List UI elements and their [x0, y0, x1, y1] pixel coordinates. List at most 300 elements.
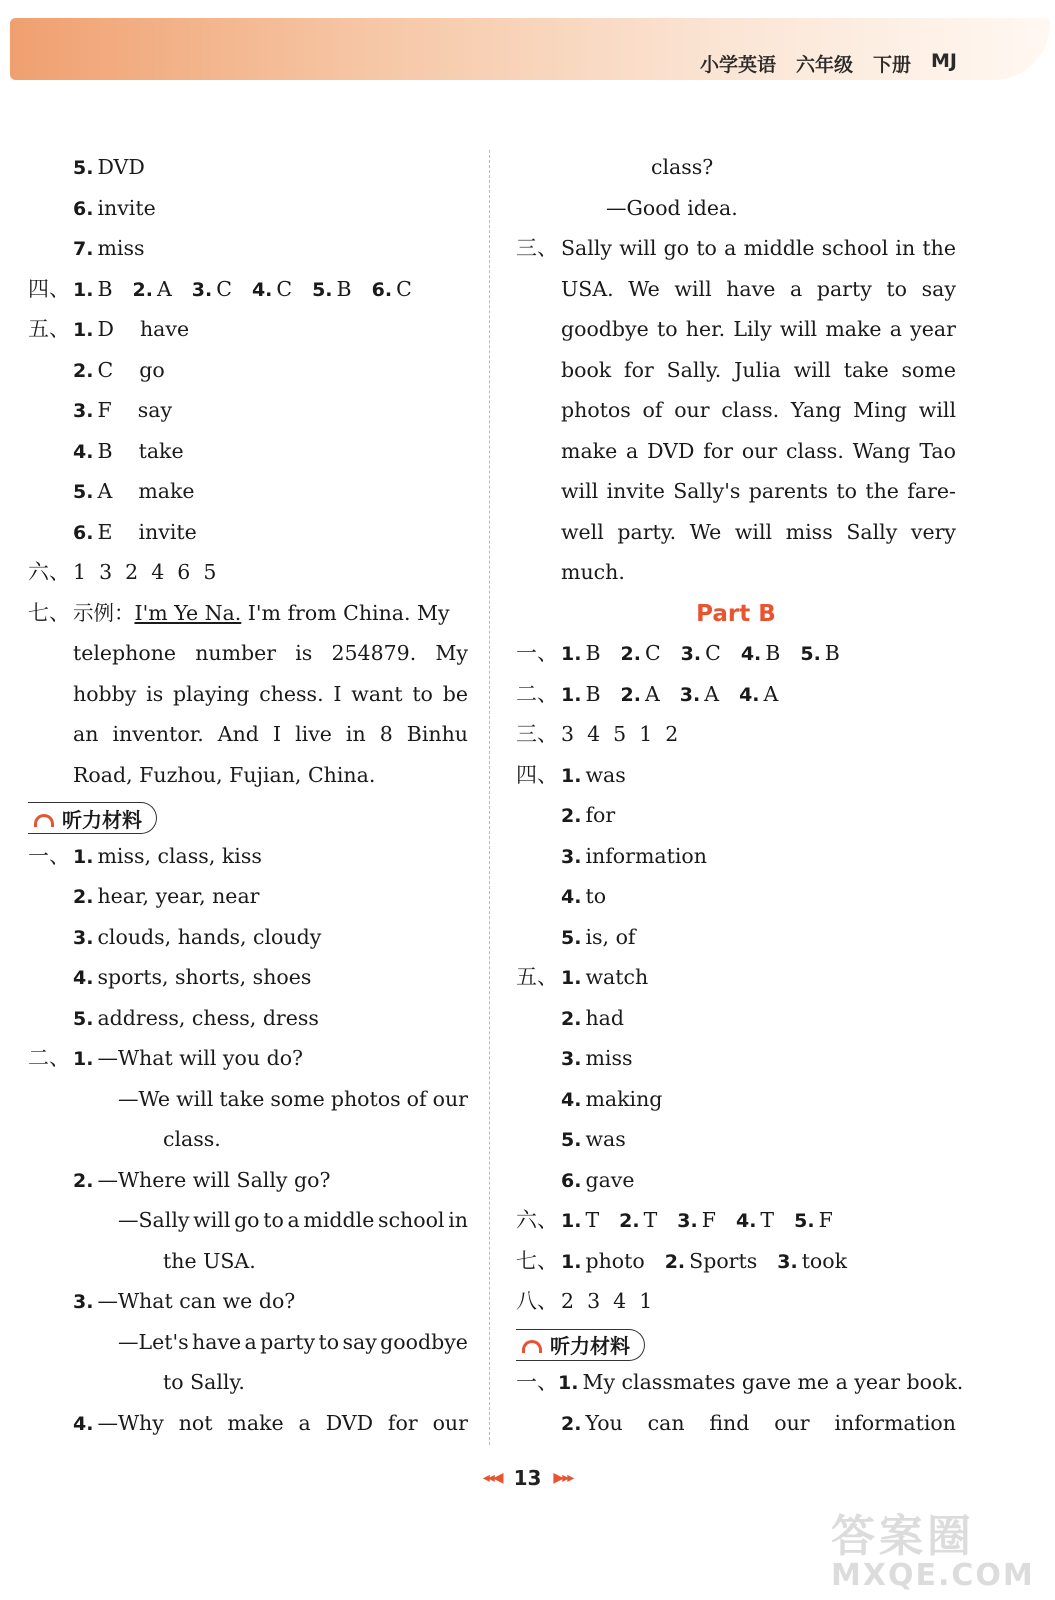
item-number: 2.	[73, 1169, 94, 1192]
word: a	[724, 236, 737, 260]
question-section-label: 二、	[28, 1046, 70, 1070]
word: is	[295, 641, 313, 665]
word: of	[406, 1086, 427, 1111]
question-section-label: 七、	[28, 600, 70, 625]
question-section-label: 三、	[516, 722, 558, 746]
headphone-icon	[34, 814, 54, 827]
word: can	[647, 1410, 685, 1435]
item-number: 2.	[132, 278, 153, 301]
word: hobby	[73, 681, 137, 706]
question-section-label: 一、	[516, 1370, 558, 1394]
justified-text	[561, 272, 956, 306]
item-number: 1.	[561, 643, 582, 665]
word: —Let's	[118, 1329, 189, 1354]
answer-line	[516, 474, 956, 515]
item-number: 3.	[561, 845, 582, 868]
word: will	[674, 276, 712, 301]
example-label: 示例：	[73, 600, 135, 625]
answer-line	[516, 1203, 956, 1244]
item-number: 1.	[73, 278, 94, 301]
item-answer: photo	[585, 1248, 645, 1273]
answer-line	[28, 191, 468, 232]
item-answer: C	[276, 276, 293, 301]
word: make	[825, 317, 882, 341]
item-answer: B	[824, 641, 840, 665]
word: have	[192, 1329, 242, 1354]
word: miss	[785, 519, 833, 544]
justified-text	[561, 231, 956, 265]
watermark-bottom: MXQE.COM	[831, 1558, 1035, 1593]
listening-tag	[28, 802, 157, 834]
word: make	[561, 438, 618, 463]
word: will	[918, 398, 956, 422]
word: 254879.	[331, 641, 417, 665]
word: make	[227, 1410, 284, 1435]
answer-line	[28, 231, 468, 272]
word: —Why	[97, 1410, 164, 1435]
item-number: 6.	[371, 278, 393, 301]
answer-text: for	[585, 803, 616, 827]
header-subject: 小学英语	[699, 54, 776, 76]
answer-text: My classmates gave me a year book.	[582, 1370, 964, 1394]
word: our	[432, 1086, 468, 1111]
item-number: 4.	[739, 683, 760, 706]
item-number: 1.	[561, 1210, 582, 1232]
item-number: 1.	[561, 764, 582, 787]
item-answer: B	[585, 681, 601, 706]
item-number: 5.	[312, 278, 333, 301]
item-number: 5.	[561, 1129, 582, 1151]
word: class.	[721, 398, 780, 422]
item-number: 5.	[561, 926, 582, 949]
answer-text: invite	[97, 195, 156, 220]
word: invite	[606, 479, 665, 503]
answer-text: I'm from China. My	[241, 600, 450, 625]
answer-line	[516, 150, 956, 191]
justified-text	[561, 353, 956, 387]
item-number: 3.	[777, 1250, 798, 1273]
word: not	[178, 1410, 213, 1435]
word: the	[922, 236, 956, 260]
answer-text: gave	[585, 1167, 635, 1192]
item-number: 3.	[679, 683, 701, 706]
word: goodbye	[561, 317, 649, 341]
word: parents	[748, 479, 828, 503]
page-footer	[0, 1466, 1055, 1490]
answer-line	[516, 960, 956, 1001]
item-number: 5.	[73, 481, 94, 503]
word: a	[789, 276, 803, 301]
word: be	[442, 681, 468, 706]
word: My	[435, 641, 468, 665]
question-section-label: 五、	[28, 317, 70, 341]
item-answer: A	[156, 276, 172, 301]
word: year	[910, 317, 956, 341]
answer-line	[28, 1082, 468, 1123]
word: in	[448, 1208, 468, 1232]
word: to	[263, 1208, 284, 1232]
answer-line	[28, 272, 468, 313]
word: our	[741, 438, 778, 463]
justified-text	[585, 1406, 956, 1440]
headphone-icon	[522, 1340, 542, 1353]
question-section-label: 六、	[28, 560, 70, 584]
answer-line	[28, 717, 468, 758]
word: class.	[786, 438, 844, 463]
word: take	[219, 1086, 265, 1111]
question-section-label: 四、	[28, 276, 70, 301]
item-number: 2.	[620, 683, 641, 706]
word: —Sally	[118, 1208, 190, 1232]
column-divider	[489, 150, 490, 1445]
item-number: 1.	[558, 1372, 579, 1394]
question-section-label: 二、	[516, 681, 558, 706]
word: for	[703, 438, 733, 463]
item-number: 3.	[73, 1291, 94, 1313]
item-number: 4.	[73, 440, 94, 463]
word: our	[432, 1410, 468, 1435]
answer-line	[516, 434, 956, 475]
word: a	[626, 438, 639, 463]
word: will	[561, 479, 599, 503]
answer-text: 3 4 5 1 2	[561, 722, 679, 746]
item-number: 3.	[561, 1048, 582, 1070]
word: —We	[118, 1086, 171, 1111]
right-column	[516, 150, 964, 1446]
item-answer: Sports	[689, 1248, 758, 1273]
item-number: 4.	[73, 1412, 94, 1435]
question-section-label: 五、	[516, 965, 558, 989]
word: Sally	[846, 519, 898, 544]
answer-text: miss, class, kiss	[97, 843, 262, 868]
answer-line	[516, 555, 956, 596]
word: some	[270, 1086, 325, 1111]
item-number: 4.	[561, 886, 582, 908]
answer-text: clouds, hands, cloudy	[97, 924, 322, 949]
answer-line	[28, 555, 468, 596]
answer-line	[516, 758, 956, 799]
answer-text: B take	[97, 438, 184, 463]
item-answer: T	[585, 1208, 600, 1232]
word: 8	[379, 722, 393, 746]
word: number	[195, 641, 277, 665]
word: want	[351, 681, 403, 706]
justified-text	[561, 393, 956, 427]
word: to	[836, 479, 857, 503]
justified-text	[118, 1203, 468, 1237]
answer-text: was	[585, 762, 626, 787]
answer-text: miss	[97, 236, 145, 260]
word: take	[843, 357, 889, 382]
answer-text: watch	[585, 965, 649, 989]
answer-line	[28, 1001, 468, 1042]
word: book	[561, 357, 612, 382]
word: Lily	[733, 317, 772, 341]
question-section-label: 一、	[28, 843, 70, 868]
answer-line	[516, 231, 956, 272]
word: school	[378, 1208, 445, 1232]
item-number: 1.	[73, 319, 94, 341]
word: go	[663, 236, 690, 260]
listening-label: 听力材料	[550, 1334, 630, 1359]
item-answer: B	[336, 276, 352, 301]
word: school	[821, 236, 889, 260]
answer-line	[28, 1203, 468, 1244]
answer-text: is, of	[585, 924, 636, 949]
question-section-label: 六、	[516, 1208, 558, 1232]
question-section-label: 一、	[516, 641, 558, 665]
answer-line	[28, 312, 468, 353]
item-answer: C	[644, 641, 661, 665]
item-number: 2.	[73, 359, 94, 382]
word: party	[260, 1329, 316, 1354]
item-number: 7.	[73, 238, 94, 260]
justified-text	[561, 434, 956, 468]
listening-heading	[28, 798, 468, 839]
justified-text	[97, 1406, 468, 1440]
answer-line	[28, 758, 468, 799]
justified-text	[73, 677, 468, 711]
answer-line	[28, 393, 468, 434]
answer-text: class.	[163, 1127, 221, 1151]
word: USA.	[561, 276, 614, 301]
item-number: 4.	[561, 1088, 582, 1111]
item-number: 5.	[800, 643, 821, 665]
word: Yang	[790, 398, 842, 422]
item-number: 1.	[561, 683, 582, 706]
item-number: 2.	[561, 1412, 582, 1435]
item-number: 6.	[73, 521, 94, 544]
item-number: 3.	[680, 643, 702, 665]
word: in	[895, 236, 916, 260]
word: Wang	[852, 438, 911, 463]
word: find	[709, 1410, 750, 1435]
word: a	[889, 317, 902, 341]
item-number: 2.	[620, 643, 641, 665]
word: a	[244, 1329, 257, 1354]
answer-text: A make	[97, 479, 195, 503]
word: I	[272, 722, 282, 746]
answer-line	[516, 920, 956, 961]
answer-line	[516, 1001, 956, 1042]
item-answer: T	[643, 1208, 658, 1232]
item-number: 4.	[740, 643, 762, 665]
word: will	[176, 1086, 214, 1111]
next-arrows-icon: ▶▸▸	[553, 1470, 573, 1486]
listening-tag	[516, 1329, 645, 1361]
word: We	[689, 519, 722, 544]
word: middle	[303, 1208, 375, 1232]
answer-text: class?	[651, 155, 714, 179]
word: in	[345, 722, 366, 746]
word: DVD	[647, 438, 695, 463]
watermark-logo	[831, 1500, 1041, 1593]
answer-line	[516, 636, 956, 677]
item-answer: F	[701, 1208, 716, 1232]
word: party	[816, 276, 872, 301]
item-answer: T	[760, 1208, 775, 1232]
word: photos	[330, 1086, 401, 1111]
answer-text: —What will you do?	[97, 1046, 304, 1070]
page-number: 13	[513, 1466, 542, 1490]
answer-text: was	[585, 1127, 626, 1151]
answer-line	[28, 879, 468, 920]
watermark-top: 答案圈	[831, 1511, 975, 1562]
answer-text: much.	[561, 560, 625, 584]
answer-text: address, chess, dress	[97, 1005, 319, 1030]
word: to	[412, 681, 433, 706]
answer-line	[516, 312, 956, 353]
word: say	[921, 276, 956, 301]
word: her.	[685, 317, 726, 341]
answer-text: to	[585, 884, 607, 908]
answer-line	[516, 1082, 956, 1123]
answer-text: E invite	[97, 519, 197, 544]
word: will	[779, 317, 818, 341]
word: say	[342, 1329, 377, 1354]
left-column	[28, 150, 468, 1446]
word: is	[146, 681, 164, 706]
item-number: 4.	[73, 967, 94, 989]
word: have	[726, 276, 776, 301]
question-section-label: 七、	[516, 1248, 558, 1273]
header-grade: 六年级	[795, 54, 853, 76]
word: photos	[561, 398, 631, 422]
word: I	[333, 681, 342, 706]
answer-line	[28, 839, 468, 880]
word: fare-	[907, 479, 956, 503]
header-edition: MJ	[931, 50, 957, 72]
word: go	[234, 1208, 260, 1232]
question-section-label: 八、	[516, 1289, 558, 1313]
answer-text: F say	[97, 398, 173, 422]
answer-text: making	[585, 1086, 663, 1111]
item-answer: B	[97, 276, 113, 301]
item-number: 2.	[561, 805, 582, 827]
question-section-label: 三、	[516, 236, 558, 260]
answer-line	[516, 798, 956, 839]
item-number: 4.	[735, 1210, 757, 1232]
item-number: 6.	[561, 1169, 582, 1192]
answer-text: C go	[97, 357, 165, 382]
justified-text	[118, 1325, 468, 1359]
answer-text: Road, Fuzhou, Fujian, China.	[73, 762, 376, 787]
justified-text	[118, 1082, 468, 1116]
answer-line	[516, 1041, 956, 1082]
answer-line	[516, 1122, 956, 1163]
prev-arrows-icon: ◂◂◀	[482, 1470, 502, 1486]
answer-line	[516, 353, 956, 394]
answer-text: D have	[97, 317, 190, 341]
answer-text: —Where will Sally go?	[97, 1167, 331, 1192]
item-answer: A	[704, 681, 720, 706]
item-number: 5.	[73, 157, 94, 179]
word: Tao	[919, 438, 956, 463]
item-number: 3.	[191, 278, 213, 301]
answer-line	[28, 515, 468, 556]
item-number: 4.	[251, 278, 273, 301]
answer-text: —Good idea.	[606, 195, 738, 220]
word: our	[774, 1410, 810, 1435]
header-info	[700, 50, 957, 77]
item-number: 5.	[73, 1007, 94, 1030]
word: You	[585, 1410, 623, 1435]
answer-line	[28, 474, 468, 515]
word: for	[624, 357, 654, 382]
answer-text: the USA.	[163, 1248, 256, 1273]
underlined-text: I'm Ye Na.	[134, 600, 242, 625]
word: very	[910, 519, 956, 544]
answer-text: 2 3 4 1	[561, 1289, 653, 1313]
word: will	[734, 519, 773, 544]
item-number: 1.	[561, 967, 582, 989]
word: Sally.	[666, 357, 722, 382]
answer-text: —What can we do?	[97, 1289, 296, 1313]
word: some	[901, 357, 956, 382]
answer-line	[516, 839, 956, 880]
item-number: 3.	[677, 1210, 698, 1232]
word: will	[193, 1208, 231, 1232]
item-number: 1.	[561, 1250, 582, 1273]
answer-line	[28, 353, 468, 394]
answer-line	[516, 677, 956, 718]
word: And	[217, 722, 259, 746]
word: telephone	[73, 641, 177, 665]
word: Julia	[734, 357, 781, 382]
answer-line	[516, 1365, 964, 1406]
item-number: 2.	[619, 1210, 640, 1232]
answer-line	[28, 920, 468, 961]
item-number: 6.	[73, 197, 94, 220]
answer-line	[516, 272, 956, 313]
item-number: 1.	[73, 1048, 94, 1070]
justified-text	[561, 474, 956, 508]
word: goodbye	[380, 1329, 468, 1354]
item-answer: F	[818, 1208, 833, 1232]
item-answer: B	[765, 641, 781, 665]
word: our	[674, 398, 710, 422]
item-answer: C	[216, 276, 232, 301]
item-number: 1.	[73, 845, 94, 868]
listening-label: 听力材料	[62, 807, 142, 832]
word: the	[865, 479, 899, 503]
word: Ming	[853, 398, 908, 422]
answer-line	[28, 1041, 468, 1082]
section-title: Part B	[696, 600, 776, 627]
answer-line	[28, 1325, 468, 1366]
answer-line	[28, 1163, 468, 1204]
answer-line	[28, 636, 468, 677]
answer-line	[516, 1284, 956, 1325]
answer-text: DVD	[97, 155, 145, 179]
item-answer: C	[705, 641, 721, 665]
item-number: 5.	[794, 1210, 815, 1232]
word: inventor.	[112, 722, 204, 746]
item-answer: A	[644, 681, 660, 706]
word: party.	[617, 519, 677, 544]
answer-text: information	[585, 843, 707, 868]
word: an	[73, 722, 99, 746]
justified-text	[73, 717, 468, 751]
answer-line	[28, 434, 468, 475]
justified-text	[73, 636, 468, 670]
word: well	[561, 519, 604, 544]
word: will	[619, 236, 657, 260]
word: to	[318, 1329, 340, 1354]
answer-line	[516, 879, 956, 920]
answer-text: had	[585, 1005, 625, 1030]
word: for	[387, 1410, 418, 1435]
